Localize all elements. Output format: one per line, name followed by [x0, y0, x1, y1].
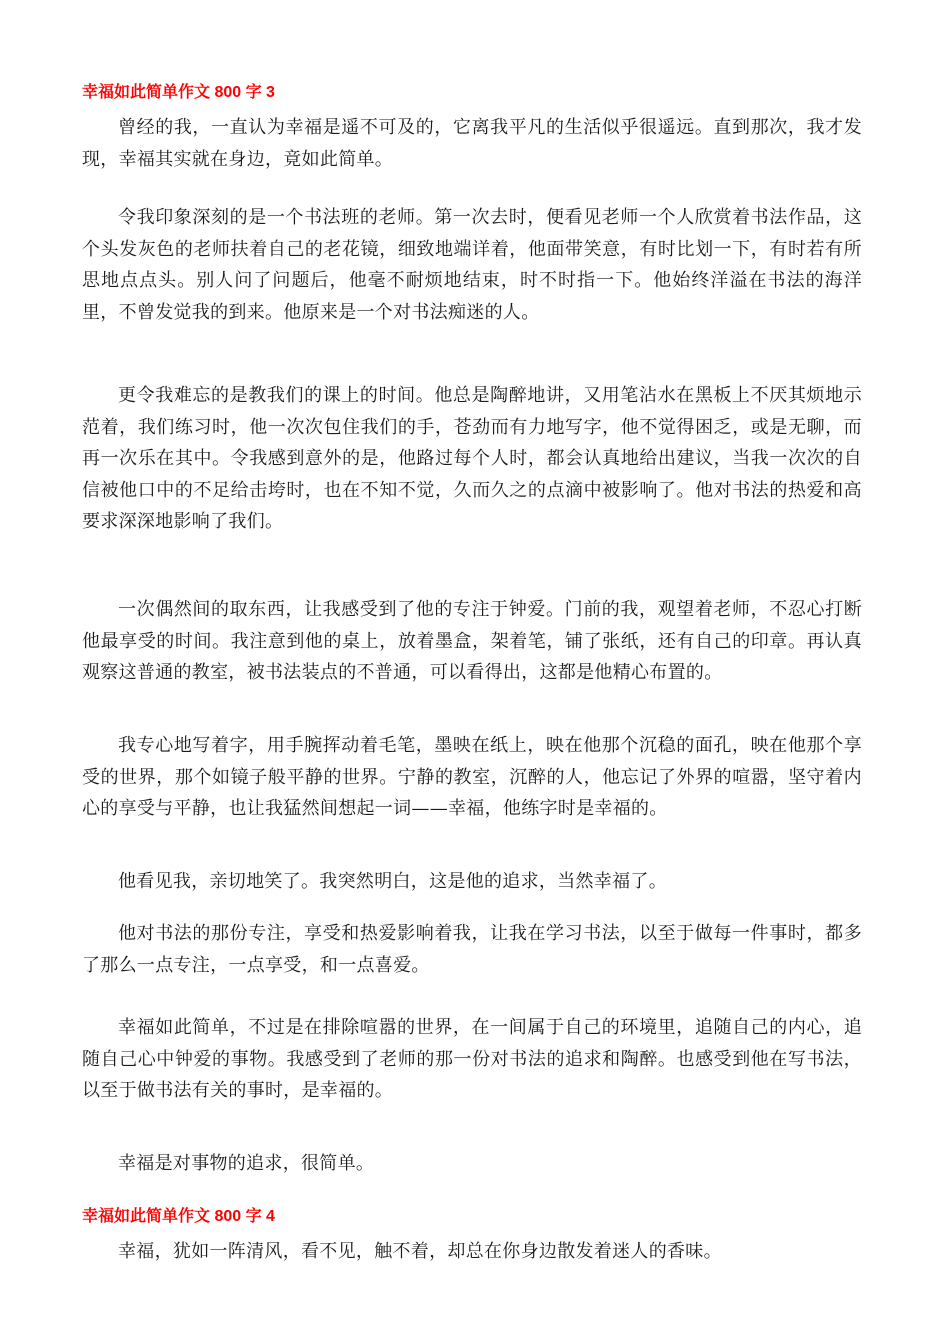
paragraph: 令我印象深刻的是一个书法班的老师。第一次去时，便看见老师一个人欣赏着书法作品，这个头发灰色的老师扶着自己的老花镜，细致地端详着，他面带笑意，有时比划一下，有时若有所思地点点头。别人问了问题后，他毫不耐烦地结束，时不时指一下。他始终洋溢在书法的海洋里，不曾发觉我的到来。他原来是一个对书法痴迷的人。 [82, 207, 862, 323]
paragraph: 我专心地写着字，用手腕挥动着毛笔，墨映在纸上，映在他那个沉稳的面孔，映在他那个享受的世界，那个如镜子般平静的世界。宁静的教室，沉醉的人，他忘记了外界的喧嚣，坚守着内心的享受与平静，也让我猛然间想起一词——幸福，他练字时是幸福的。 [82, 735, 862, 819]
paragraph: 幸福如此简单，不过是在排除喧嚣的世界，在一间属于自己的环境里，追随自己的内心，追随自己心中钟爱的事物。我感受到了老师的那一份对书法的追求和陶醉。也感受到他在写书法，以至于做书法有关的事时，是幸福的。 [82, 1017, 862, 1101]
paragraph: 一次偶然间的取东西，让我感受到了他的专注于钟爱。门前的我，观望着老师，不忍心打断他最享受的时间。我注意到他的桌上，放着墨盒，架着笔，铺了张纸，还有自己的印章。再认真观察这普通的教室，被书法装点的不普通，可以看得出，这都是他精心布置的。 [82, 599, 862, 683]
paragraph: 更令我难忘的是教我们的课上的时间。他总是陶醉地讲，又用笔沾水在黑板上不厌其烦地示范着，我们练习时，他一次次包住我们的手，苍劲而有力地写字，他不觉得困乏，或是无聊，而再一次乐在其中。令我感到意外的是，他路过每个人时，都会认真地给出建议，当我一次次的自信被他口中的不足给击垮时，也在不知不觉，久而久之的点滴中被影响了。他对书法的热爱和高要求深深地影响了我们。 [82, 385, 862, 532]
paragraph: 曾经的我，一直认为幸福是遥不可及的，它离我平凡的生活似乎很遥远。直到那次，我才发现，幸福其实就在身边，竟如此简单。 [82, 117, 862, 170]
paragraph: 他对书法的那份专注，享受和热爱影响着我，让我在学习书法，以至于做每一件事时，都多了那么一点专注，一点享受，和一点喜爱。 [82, 923, 862, 976]
paragraph: 幸福，犹如一阵清风，看不见，触不着，却总在你身边散发着迷人的香味。 [118, 1241, 722, 1262]
paragraph: 幸福是对事物的追求，很简单。 [118, 1153, 375, 1174]
section-heading-3: 幸福如此简单作文 800 字 3 [82, 84, 275, 101]
paragraph: 他看见我，亲切地笑了。我突然明白，这是他的追求，当然幸福了。 [118, 871, 667, 892]
section-heading-4: 幸福如此简单作文 800 字 4 [82, 1208, 275, 1225]
